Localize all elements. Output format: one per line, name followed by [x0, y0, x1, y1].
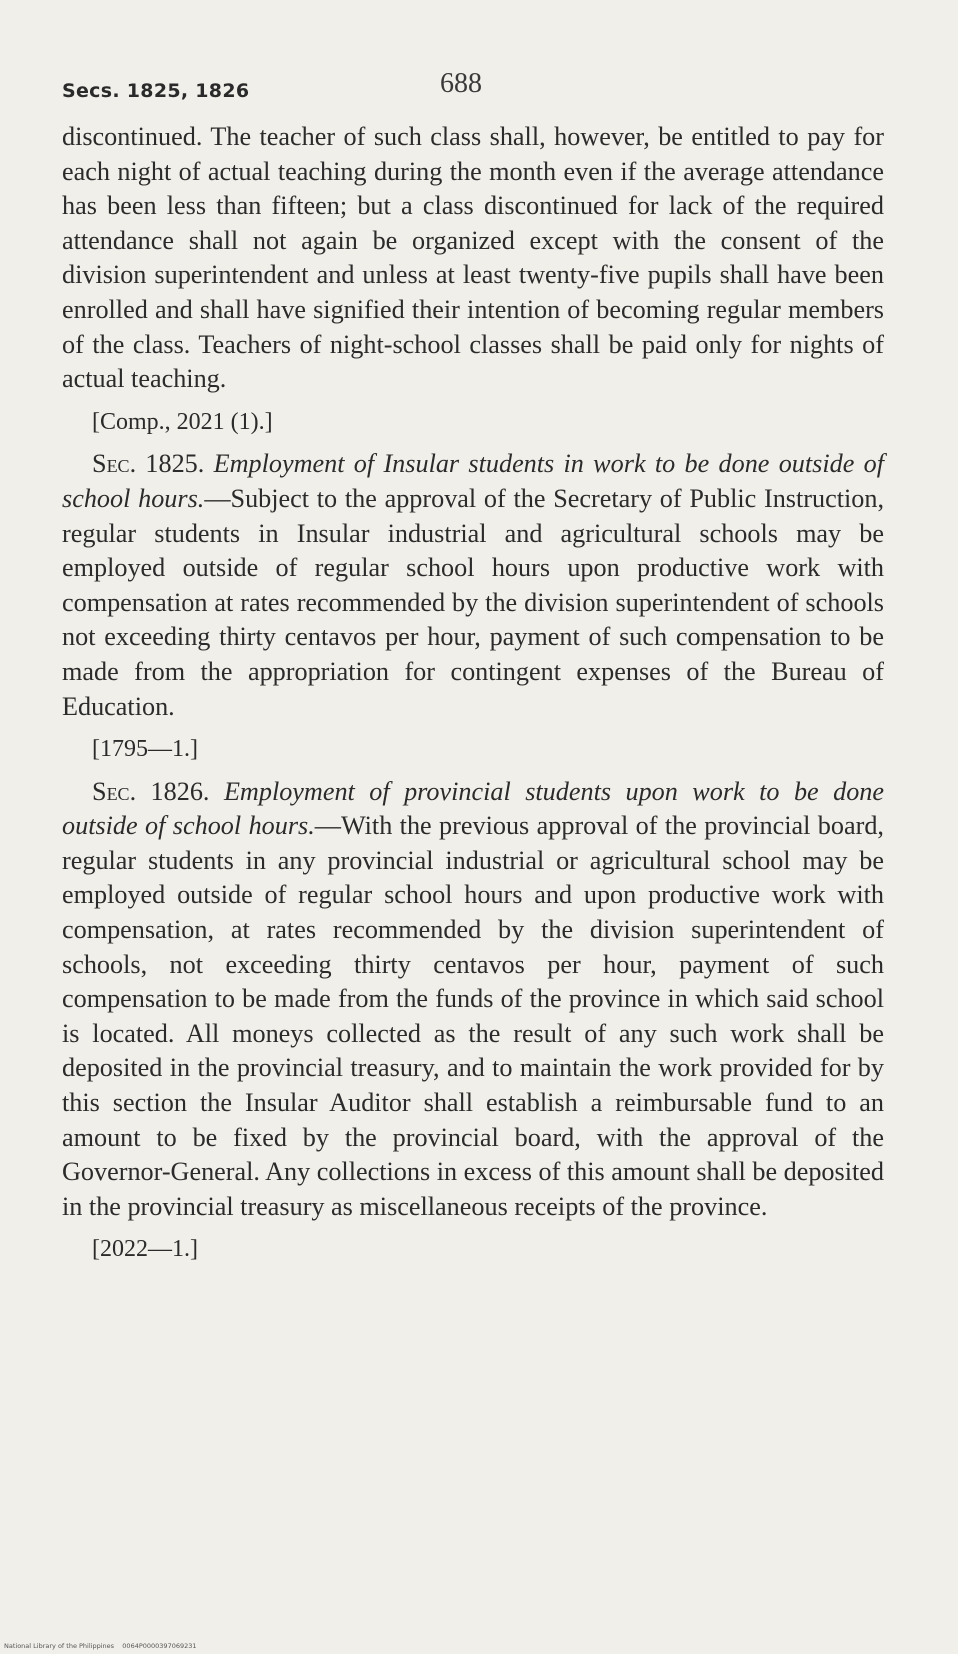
scan-footer	[4, 1642, 197, 1650]
citation-1795: [1795—1.]	[92, 736, 198, 763]
section-1825-label: Sec. 1825.	[92, 449, 205, 479]
page-header	[62, 68, 882, 108]
citation-2022: [2022—1.]	[92, 1236, 198, 1263]
section-1826-label: Sec. 1826.	[92, 776, 210, 806]
section-range-label: Secs. 1825, 1826	[62, 80, 250, 102]
continuation-paragraph: discontinued. The teacher of such class shall, however, be entitled to pay for each night of actual teaching during the month even if the average attendance has been less than fifteen; but a class discontinued for lack of the required attendance shall not again be organized except with the consent of the division superintendent and unless at least twenty-five pupils shall have been enrolled and shall have signified their intention of becoming regular members of the class. Teachers of night-school classes shall be paid only for nights of actual teaching.	[62, 122, 884, 394]
citation-comp-2021: [Comp., 2021 (1).]	[92, 408, 273, 435]
library-credit: National Library of the Philippines	[4, 1642, 115, 1650]
scan-image-id: 0064P0000397069231	[122, 1642, 197, 1650]
page-body	[62, 120, 884, 1275]
section-1825-title: Employment of Insular students in work to be done outside of school hours.	[62, 449, 884, 513]
section-1826-paragraph	[62, 775, 884, 1225]
section-1826-title: Employment of provincial students upon work to be done outside of school hours.	[62, 776, 885, 841]
section-1825-paragraph	[62, 447, 884, 724]
section-1826-text: —With the previous approval of the provincial board, regular students in any provincial industrial or agricultural school may be employed outside of regular school hours and upon productive work with compensation, at rates recommended by the division superintendent of schools, not exceeding thirty centavos per hour, payment of such compensation to be made from the funds of the province in which said school is located. All moneys collected as the result of any such work shall be deposited in the provincial treasury, and to maintain the work provided for by this section the Insular Auditor shall establish a reimbursable fund to an amount to be fixed by the provincial board, with the approval of the Governor-General. Any collections in excess of this amount shall be deposited in the provincial treasury as miscellaneous receipts of the province.	[62, 811, 884, 1221]
section-1825-text: —Subject to the approval of the Secretary of Public Instruction, regular students in Insular industrial and agricultural schools may be employed outside of regular school hours upon productive work with compensation at rates recommended by the division superintendent of schools not exceeding thirty centavos per hour, payment of such compensation to be made from the appropriation for contingent expenses of the Bureau of Education.	[62, 483, 884, 721]
page-number: 688	[440, 68, 482, 99]
